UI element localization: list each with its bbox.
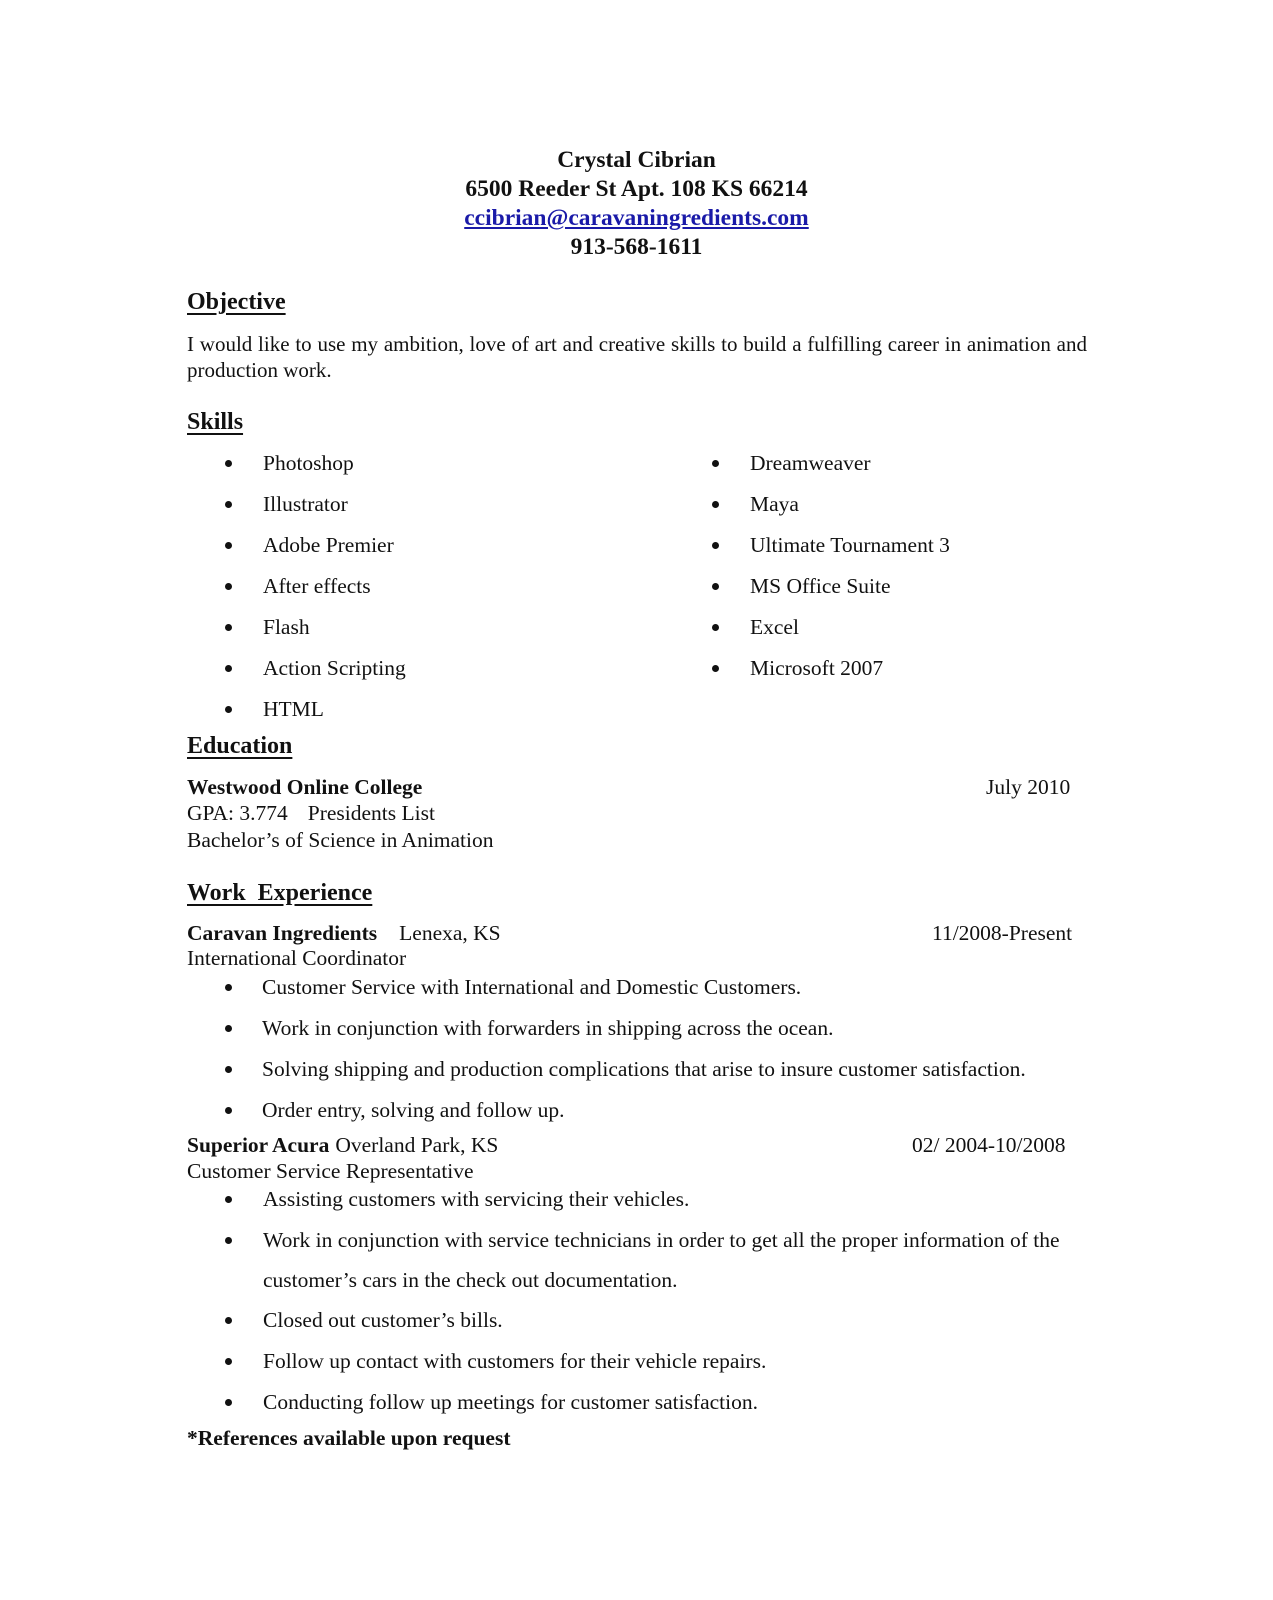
job-1-header <box>187 921 501 946</box>
job-2-location: Overland Park, KS <box>335 1133 499 1157</box>
work-heading: Work Experience <box>187 880 373 906</box>
education-gpa-line <box>187 801 435 826</box>
education-gpa: GPA: 3.774 <box>187 801 288 825</box>
bullet-icon <box>225 706 232 713</box>
contact-header <box>0 146 1273 262</box>
bullet-icon <box>225 1399 232 1406</box>
bullet-icon <box>225 665 232 672</box>
bullet-icon <box>225 460 232 467</box>
job-1-title: International Coordinator <box>187 946 407 970</box>
contact-address: 6500 Reeder St Apt. 108 KS 66214 <box>465 176 808 202</box>
bullet-icon <box>712 501 719 508</box>
references-note: *References available upon request <box>187 1426 511 1450</box>
education-degree: Bachelor’s of Science in Animation <box>187 828 494 852</box>
job-1-dates: 11/2008-Present <box>932 921 1073 945</box>
skills-heading: Skills <box>187 409 244 435</box>
education-date: July 2010 <box>986 775 1071 799</box>
job-1-company: Caravan Ingredients <box>187 921 378 945</box>
contact-phone: 913-568-1611 <box>570 234 703 260</box>
bullet-icon <box>712 542 719 549</box>
bullet-icon <box>712 624 719 631</box>
bullet-icon <box>712 583 719 590</box>
bullet-icon <box>225 583 232 590</box>
bullet-icon <box>225 984 232 991</box>
bullet-icon <box>225 1107 232 1114</box>
objective-text: I would like to use my ambition, love of art and creative skills to build a fulfilling career in animation and production work. <box>187 332 1087 382</box>
job-2-company: Superior Acura <box>187 1133 330 1157</box>
contact-name: Crystal Cibrian <box>557 147 716 173</box>
bullet-icon <box>225 624 232 631</box>
contact-email-link[interactable]: ccibrian@caravaningredients.com <box>464 205 809 231</box>
bullet-icon <box>225 1025 232 1032</box>
job-2-dates: 02/ 2004-10/2008 <box>912 1133 1066 1157</box>
bullet-icon <box>225 1358 232 1365</box>
objective-heading: Objective <box>187 289 286 315</box>
bullet-icon <box>225 1196 232 1203</box>
bullet-icon <box>225 1317 232 1324</box>
resume-page: Crystal Cibrian 6500 Reeder St Apt. 108 KS 66214 ccibrian@caravaningredients.com 913-568-1611 Objective I would like to use my ambition, love of art and creative skills to build a fulfilling career in animation and production work. Skills Photoshop Illustrator Adobe Premier After effects Flash Action Scripting HTML Dreamweaver Maya Ultimate Tournament 3 MS Office Suite Excel Microsoft 2007 Education Westwood Online College July 2010 GPA: 3.774 Presidents List Bachelor’s of Science in Animation Work Experience Caravan Ingredients Lenexa, KS 11/2008-Present International Coordinator Customer Service with International and Domestic Customers. Work in conjunction with forwarders in shipping across the ocean. Solving shipping and production complications that arise to insure customer satisfaction. Order entry, solving and follow up. Superior Acura Overland Park, KS 02/ 2004-10/2008 Customer Service Representative Assisting customers with servicing their vehicles. Work in conjunction with service technicians in order to get all the proper information of the customer’s cars in the check out documentation. Closed out customer’s bills. Follow up contact with customers for their vehicle repairs. Conducting follow up meetings for customer satisfaction. *References available upon request <box>0 0 1273 1600</box>
bullet-icon <box>225 501 232 508</box>
job-2-title: Customer Service Representative <box>187 1159 474 1183</box>
education-school: Westwood Online College <box>187 775 423 799</box>
bullet-icon <box>225 542 232 549</box>
bullet-icon <box>225 1066 232 1073</box>
job-2-header <box>187 1133 498 1158</box>
job-1-location: Lenexa, KS <box>399 921 501 945</box>
education-heading: Education <box>187 733 293 759</box>
bullet-icon <box>712 460 719 467</box>
bullet-icon <box>225 1237 232 1244</box>
education-honor: Presidents List <box>307 801 435 825</box>
bullet-icon <box>712 665 719 672</box>
